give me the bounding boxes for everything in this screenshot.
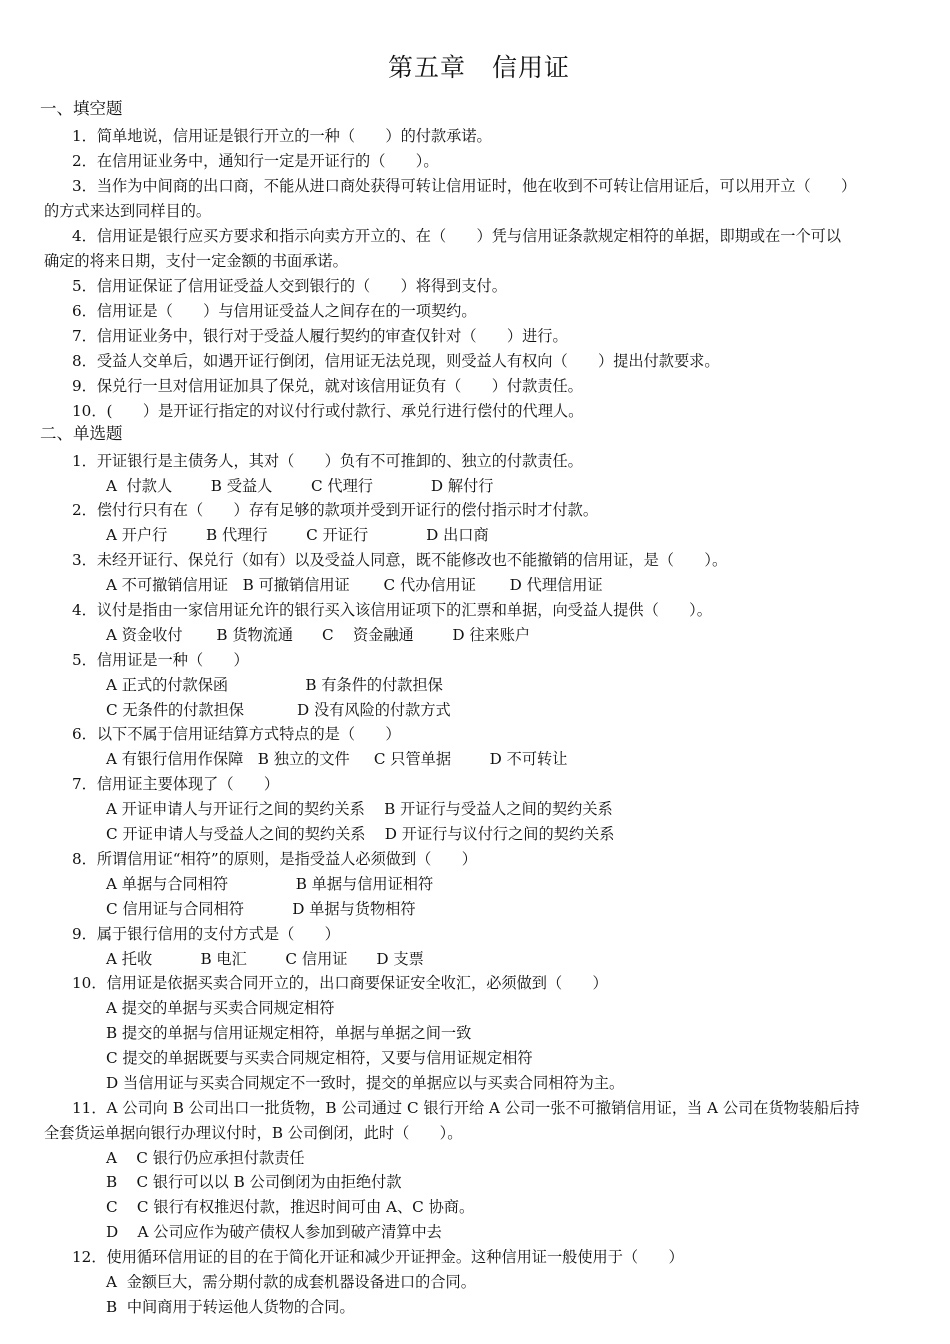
fill-question: 9．保兑行一旦对信用证加具了保兑，就对该信用证负有（ ）付款责任。 (72, 377, 583, 395)
chapter-title: 第五章 信用证 (387, 53, 570, 82)
choice-question: 4．议付是指由一家信用证允许的银行买入该信用证项下的汇票和单据，向受益人提供（ ）。 (72, 601, 712, 619)
choice-options: A 单据与合同相符 B 单据与信用证相符 (106, 875, 434, 893)
choice-question: 7．信用证主要体现了（ ） (72, 775, 280, 793)
choice-question: 1．开证银行是主债务人，其对（ ）负有不可推卸的、独立的付款责任。 (72, 452, 583, 470)
choice-option: A 提交的单据与买卖合同规定相符 (106, 999, 335, 1017)
choice-option: B 提交的单据与信用证规定相符，单据与单据之间一致 (106, 1024, 472, 1042)
fill-question: 10．( ）是开证行指定的对议付行或付款行、承兑行进行偿付的代理人。 (72, 402, 584, 420)
choice-question: 12．使用循环信用证的目的在于简化开证和减少开证押金。这种信用证一般使用于（ ） (72, 1248, 684, 1266)
choice-option: C C 银行有权推迟付款，推迟时间可由 A、C 协商。 (106, 1198, 475, 1216)
choice-question: 3．未经开证行、保兑行（如有）以及受益人同意，既不能修改也不能撤销的信用证，是（ ）。 (72, 551, 728, 569)
choice-option: D 当信用证与买卖合同规定不一致时，提交的单据应以与买卖合同相符为主。 (106, 1074, 625, 1092)
choice-question: 6．以下不属于信用证结算方式特点的是（ ） (72, 725, 401, 743)
choice-options: A 资金收付 B 货物流通 C 资金融通 D 往来账户 (106, 626, 531, 644)
choice-question: 10．信用证是依据买卖合同开立的，出口商要保证安全收汇，必须做到（ ） (72, 974, 608, 992)
fill-question: 2．在信用证业务中，通知行一定是开证行的（ ）。 (72, 152, 439, 170)
fill-question-continued: 的方式来达到同样目的。 (44, 202, 212, 220)
choice-question: 11．A 公司向 B 公司出口一批货物，B 公司通过 C 银行开给 A 公司一张不可撤销信用证，当 A 公司在货物装船后持 (72, 1099, 860, 1117)
fill-question: 4．信用证是银行应买方要求和指示向卖方开立的、在（ ）凭与信用证条款规定相符的单据，即期或在一个可以 (72, 227, 842, 245)
choice-question: 8．所谓信用证“相符”的原则，是指受益人必须做到（ ） (72, 850, 477, 868)
fill-question: 7．信用证业务中，银行对于受益人履行契约的审查仅针对（ ）进行。 (72, 327, 568, 345)
fill-question: 8．受益人交单后，如遇开证行倒闭，信用证无法兑现，则受益人有权向（ ）提出付款要求。 (72, 352, 720, 370)
fill-question: 5．信用证保证了信用证受益人交到银行的（ ）将得到支付。 (72, 277, 507, 295)
choice-options: A 开户行 B 代理行 C 开证行 D 出口商 (106, 526, 489, 544)
choice-option: A C 银行仍应承担付款责任 (106, 1149, 305, 1167)
choice-options: A 不可撤销信用证 B 可撤销信用证 C 代办信用证 D 代理信用证 (106, 576, 603, 594)
choice-option: B C 银行可以以 B 公司倒闭为由拒绝付款 (106, 1173, 402, 1191)
choice-options: C 无条件的付款担保 D 没有风险的付款方式 (106, 701, 451, 719)
fill-question: 1．简单地说，信用证是银行开立的一种（ ）的付款承诺。 (72, 127, 492, 145)
choice-option: D A 公司应作为破产债权人参加到破产清算中去 (106, 1223, 442, 1241)
choice-question: 5．信用证是一种（ ） (72, 651, 249, 669)
section-heading-fill-in: 一、填空题 (40, 99, 123, 118)
choice-question-continued: 全套货运单据向银行办理议付时，B 公司倒闭，此时（ ）。 (44, 1124, 463, 1142)
choice-option: B 中间商用于转运他人货物的合同。 (106, 1298, 355, 1316)
fill-question: 3．当作为中间商的出口商，不能从进口商处获得可转让信用证时，他在收到不可转让信用证后，可以用开立（ ） (72, 177, 857, 195)
choice-option: C 提交的单据既要与买卖合同规定相符，又要与信用证规定相符 (106, 1049, 533, 1067)
section-heading-single-choice: 二、单选题 (40, 424, 123, 443)
fill-question-continued: 确定的将来日期，支付一定金额的书面承诺。 (44, 252, 348, 270)
choice-options: A 付款人 B 受益人 C 代理行 D 解付行 (106, 477, 494, 495)
choice-options: A 有银行信用作保障 B 独立的文件 C 只管单据 D 不可转让 (106, 750, 568, 768)
choice-options: C 开证申请人与受益人之间的契约关系 D 开证行与议付行之间的契约关系 (106, 825, 615, 843)
choice-options: A 正式的付款保函 B 有条件的付款担保 (106, 676, 443, 694)
fill-question: 6．信用证是（ ）与信用证受益人之间存在的一项契约。 (72, 302, 477, 320)
choice-options: C 信用证与合同相符 D 单据与货物相符 (106, 900, 416, 918)
choice-options: A 托收 B 电汇 C 信用证 D 支票 (106, 950, 424, 968)
choice-question: 9．属于银行信用的支付方式是（ ） (72, 925, 340, 943)
choice-options: A 开证申请人与开证行之间的契约关系 B 开证行与受益人之间的契约关系 (106, 800, 613, 818)
choice-question: 2．偿付行只有在（ ）存有足够的款项并受到开证行的偿付指示时才付款。 (72, 501, 599, 519)
choice-option: A 金额巨大，需分期付款的成套机器设备进口的合同。 (106, 1273, 476, 1291)
